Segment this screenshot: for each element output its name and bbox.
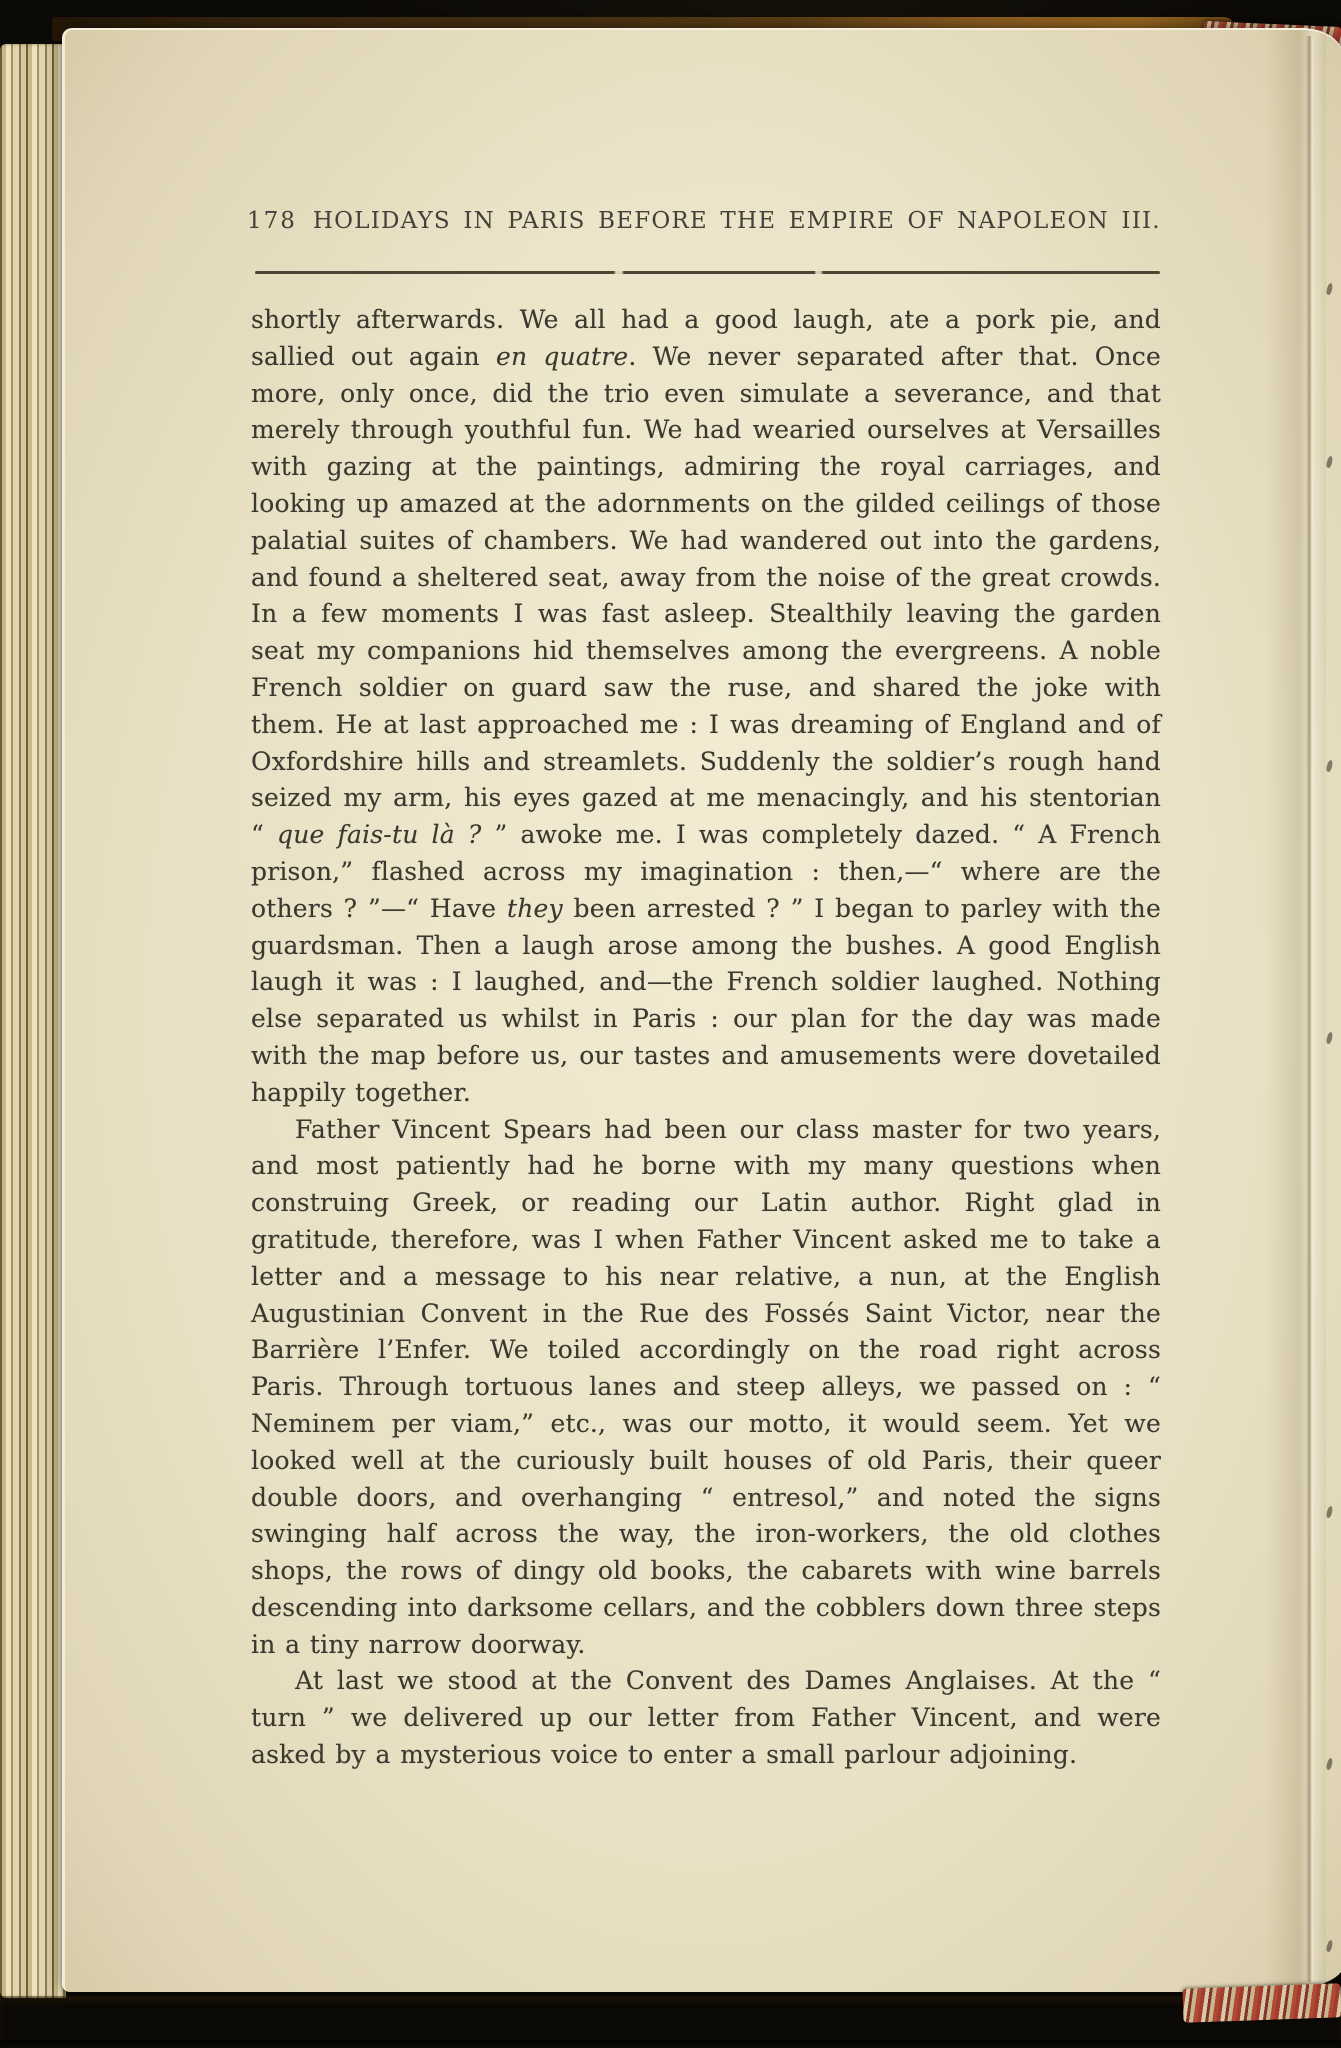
book-page [62, 28, 1341, 1992]
italic-phrase: they [506, 893, 563, 923]
page-edges-left-stack [0, 44, 66, 1998]
running-title: HOLIDAYS IN PARIS BEFORE THE EMPIRE OF NAPOLEON III. [312, 208, 1161, 234]
italic-phrase: en quatre [495, 341, 629, 371]
page-number: 178 [247, 208, 297, 234]
text-segment: been arrested ? ” I began to parley with the guardsman. Then a laugh arose among the bushes. A good English laugh it was : I laughed, and—the French soldier laughed. Nothing else separated us whilst in Paris : our plan for the day was made with the map before us, our tastes and amusements were dovetailed happily together. [251, 893, 1161, 1107]
page-fold-crease [1306, 36, 1314, 1982]
paragraph [251, 302, 1161, 1112]
text-segment: . We never separated after that. Once more, only once, did the trio even simulate a severance, and that merely through youthful fun. We had wearied ourselves at Versailles with gazing at the paintings, admiring the royal carriages, and looking up amazed at the adornments on the gilded ceilings of those palatial suites of chambers. We had wandered out into the gardens, and found a sheltered seat, away from the noise of the great crowds. In a few moments I was fast asleep. Stealthily leaving the garden seat my companions hid themselves among the evergreens. A noble French soldier on guard saw the ruse, and shared the joke with them. He at last approached me : I was dreaming of England and of Oxfordshire hills and streamlets. Suddenly the soldier’s rough hand seized my arm, his eyes gazed at me menacingly, and his stentorian “ [251, 341, 1161, 850]
paragraph [251, 1112, 1161, 1664]
marbled-board-bottom-right [1182, 1983, 1341, 2022]
text-segment: At last we stood at the Convent des Dames Anglaises. At the “ turn ” we delivered up our letter from Father Vincent, and were asked by a mysterious voice to enter a small parlour adjoining. [251, 1666, 1161, 1770]
italic-phrase: que fais-tu là ? [277, 820, 495, 850]
book-cover-edge-bottom [0, 1996, 1341, 2040]
paragraph [251, 1663, 1161, 1773]
running-head [247, 208, 1177, 234]
text-segment: shortly afterwards. We all had a good laugh, ate a pork pie, and sallied out again [251, 305, 1161, 371]
text-segment: Father Vincent Spears had been our class master for two years, and most patiently had he borne with my many questions when construing Greek, or reading our Latin author. Right glad in gratitude, therefore, was I when Father Vincent asked me to take a letter and a message to his near relative, a nun, at the English Augustinian Convent in the Rue des Fossés Saint Victor, near the Barrière l’Enfer. We toiled accordingly on the road right across Paris. Through tortuous lanes and steep alleys, we passed on : “ Neminem per viam,” etc., was our motto, it would seem. Yet we looked well at the curiously built houses of old Paris, their queer double doors, and overhanging “ entresol,” and noted the signs swinging half across the way, the iron-workers, the old clothes shops, the rows of dingy old books, the cabarets with wine barrels descending into darksome cellars, and the cobblers down three steps in a tiny narrow doorway. [251, 1114, 1161, 1659]
page-body [251, 302, 1161, 1774]
header-rule [255, 271, 1160, 274]
text-segment: ” awoke me. I was completely dazed. “ A French prison,” flashed across my imagination : then,—“ where are the others ? ”—“ Have [251, 820, 1161, 923]
